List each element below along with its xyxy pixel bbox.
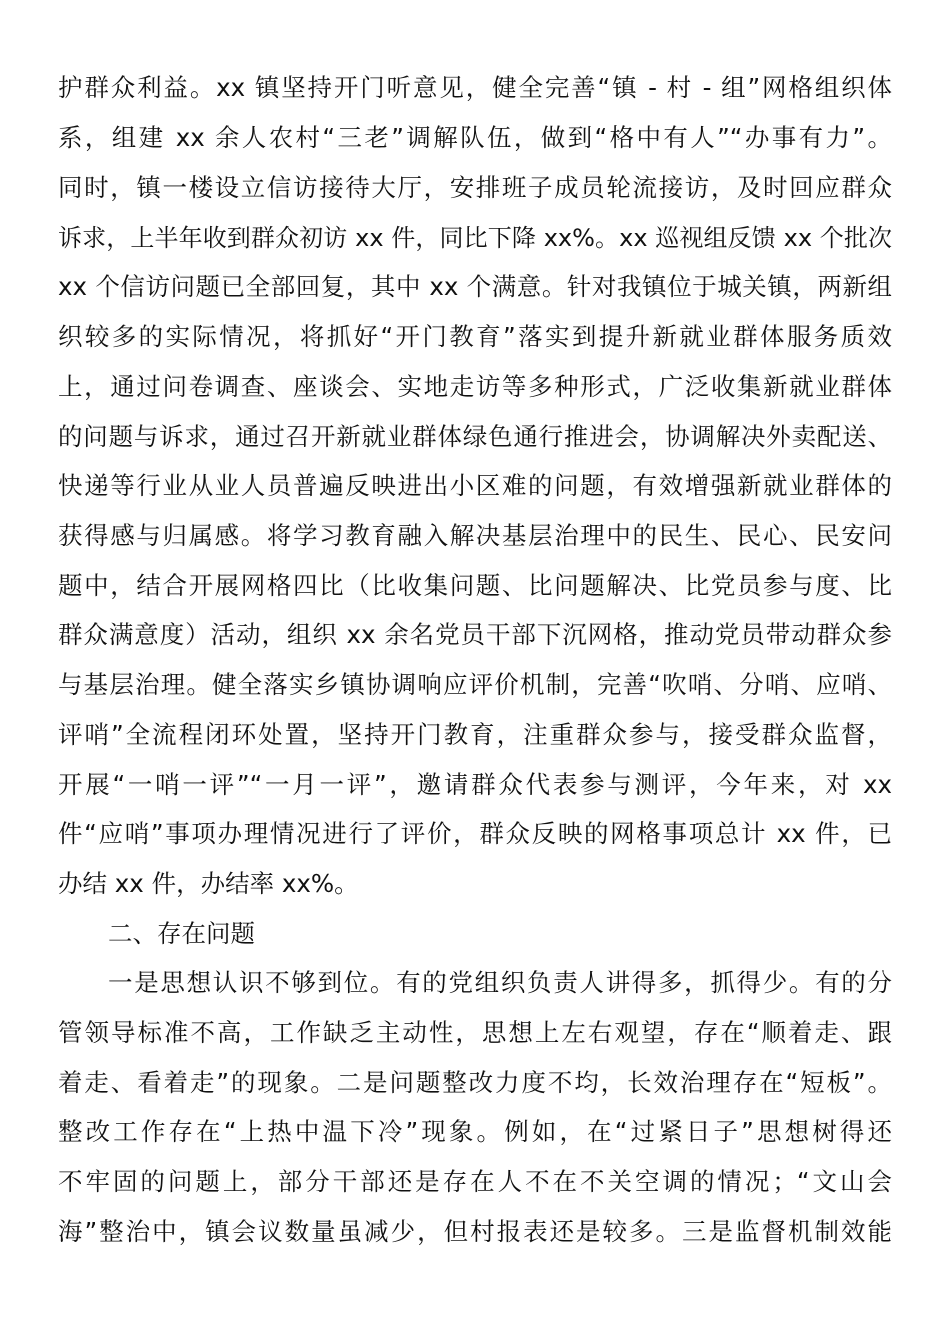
paragraph-first-line: 一是思想认识不够到位。有的党组织负责人讲得多，抓得少。有的分	[108, 968, 892, 997]
text-line: 获得感与归属感。将学习教育融入解决基层治理中的民生、民心、民安问	[58, 521, 892, 550]
text-line: 系，组建 xx 余人农村“三老”调解队伍，做到“格中有人”“办事有力”。	[58, 123, 892, 152]
text-line: 管领导标准不高，工作缺乏主动性，思想上左右观望，存在“顺着走、跟	[58, 1018, 892, 1047]
text-line: 不牢固的问题上，部分干部还是存在人不在不关空调的情况；“文山会	[58, 1167, 892, 1196]
text-line: 整改工作存在“上热中温下冷”现象。例如，在“过紧日子”思想树得还	[58, 1117, 892, 1146]
text-line: 评哨”全流程闭环处置，坚持开门教育，注重群众参与，接受群众监督，	[58, 720, 892, 749]
text-line: 海”整治中，镇会议数量虽减少，但村报表还是较多。三是监督机制效能	[58, 1217, 892, 1246]
text-line: 快递等行业从业人员普遍反映进出小区难的问题，有效增强新就业群体的	[58, 471, 892, 500]
text-line: xx 个信访问题已全部回复，其中 xx 个满意。针对我镇位于城关镇，两新组	[58, 272, 892, 301]
text-line: 与基层治理。健全落实乡镇协调响应评价机制，完善“吹哨、分哨、应哨、	[58, 670, 892, 699]
text-line: 题中，结合开展网格四比（比收集问题、比问题解决、比党员参与度、比	[58, 571, 892, 600]
text-line: 的问题与诉求，通过召开新就业群体绿色通行推进会，协调解决外卖配送、	[58, 422, 892, 451]
text-line: 开展“一哨一评”“一月一评”，邀请群众代表参与测评，今年来，对 xx	[58, 770, 892, 799]
text-line: 件“应哨”事项办理情况进行了评价，群众反映的网格事项总计 xx 件，已	[58, 819, 892, 848]
text-line: 同时，镇一楼设立信访接待大厅，安排班子成员轮流接访，及时回应群众	[58, 173, 892, 202]
text-line: 着走、看着走”的现象。二是问题整改力度不均，长效治理存在“短板”。	[58, 1068, 892, 1097]
text-line: 上，通过问卷调查、座谈会、实地走访等多种形式，广泛收集新就业群体	[58, 372, 892, 401]
text-line: 办结 xx 件，办结率 xx%。	[58, 869, 359, 898]
text-line: 诉求，上半年收到群众初访 xx 件，同比下降 xx%。xx 巡视组反馈 xx 个批次	[58, 224, 892, 252]
text-line: 织较多的实际情况，将抓好“开门教育”落实到提升新就业群体服务质效	[58, 322, 892, 351]
section-heading: 二、存在问题	[108, 919, 255, 948]
text-line: 护群众利益。xx 镇坚持开门听意见，健全完善“镇 - 村 - 组”网格组织体	[58, 73, 892, 102]
text-line: 群众满意度）活动，组织 xx 余名党员干部下沉网格，推动党员带动群众参	[58, 620, 892, 649]
